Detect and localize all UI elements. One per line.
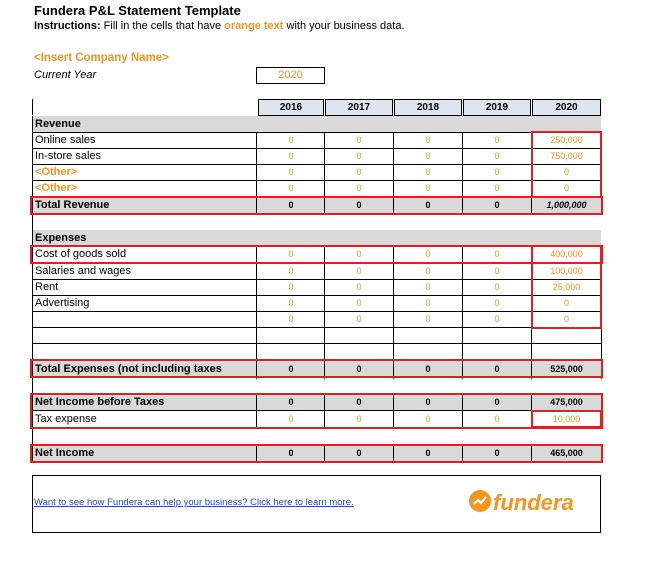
value-cell-2018[interactable]: 0 (425, 266, 431, 276)
instructions-after: with your business data. (283, 20, 405, 32)
empty-row (32, 343, 601, 359)
cogs-highlight (30, 245, 603, 264)
expense-row (32, 279, 601, 295)
expense-row (32, 295, 601, 311)
value-cell-2018[interactable]: 0 (425, 249, 431, 259)
value-cell-2017: 0 (356, 364, 362, 374)
value-cell-2020[interactable]: 250,000 (550, 135, 583, 145)
value-cell-2020: 465,000 (550, 448, 583, 458)
row-label: Total Expenses (not including taxes (32, 361, 256, 377)
net-before-taxes-highlight (30, 393, 603, 429)
value-cell-2017[interactable]: 0 (356, 135, 362, 145)
net-income-highlight (30, 444, 603, 463)
revenue-row (32, 164, 601, 180)
row-label: Revenue (32, 116, 256, 132)
value-cell-2019[interactable]: 0 (494, 414, 500, 424)
value-cell-2019[interactable]: 0 (494, 314, 500, 324)
value-cell-2020[interactable]: 25,000 (552, 282, 581, 292)
row-label: Salaries and wages (32, 263, 256, 279)
grid-line (32, 295, 601, 296)
total-expenses-highlight (30, 359, 603, 378)
value-cell-2020[interactable]: 100,000 (550, 266, 583, 276)
value-cell-2020[interactable]: 400,000 (550, 249, 583, 259)
value-cell-2018[interactable]: 0 (425, 314, 431, 324)
value-cell-2016: 0 (288, 448, 294, 458)
grid-line (32, 343, 601, 344)
value-cell-2019[interactable]: 0 (494, 167, 500, 177)
fundera-logo (469, 490, 574, 516)
value-cell-2017[interactable]: 0 (356, 249, 362, 259)
value-cell-2017[interactable]: 0 (356, 167, 362, 177)
value-cell-2019: 0 (494, 364, 500, 374)
row-label: Advertising (32, 295, 256, 311)
value-cell-2019: 0 (494, 200, 500, 210)
value-cell-2020: 525,000 (550, 364, 583, 374)
grid-line (32, 180, 601, 181)
year-header-2019: 2019 (463, 99, 531, 116)
row-label: Rent (32, 279, 256, 295)
value-cell-2017[interactable]: 0 (356, 151, 362, 161)
grid-line (32, 164, 601, 165)
value-cell-2018: 0 (425, 397, 431, 407)
value-cell-2020[interactable]: 0 (563, 298, 569, 308)
row-label: Net Income (32, 445, 256, 461)
value-cell-2016[interactable]: 0 (288, 151, 294, 161)
value-cell-2018[interactable]: 0 (425, 151, 431, 161)
value-cell-2017: 0 (356, 397, 362, 407)
instructions-before: Fill in the cells that have (100, 20, 225, 32)
value-cell-2019[interactable]: 0 (494, 282, 500, 292)
fundera-logo-text: fundera (493, 490, 574, 515)
revenue-row (32, 148, 601, 164)
value-cell-2017[interactable]: 0 (356, 298, 362, 308)
row-label: Total Revenue (32, 197, 256, 213)
value-cell-2016[interactable]: 0 (288, 414, 294, 424)
value-cell-2019[interactable]: 0 (494, 266, 500, 276)
value-cell-2016: 0 (288, 397, 294, 407)
value-cell-2016[interactable]: 0 (288, 135, 294, 145)
grid-line (32, 148, 601, 149)
value-cell-2018: 0 (425, 200, 431, 210)
value-cell-2019[interactable]: 0 (494, 183, 500, 193)
value-cell-2020[interactable]: 0 (563, 167, 569, 177)
grid-line (32, 132, 601, 133)
grid-line (32, 311, 601, 312)
page-title: Fundera P&L Statement Template (34, 3, 241, 18)
company-name-cell[interactable]: <Insert Company Name> (34, 52, 169, 64)
value-cell-2016[interactable]: 0 (288, 298, 294, 308)
current-year-input[interactable]: 2020 (256, 67, 325, 84)
empty-row (32, 327, 601, 343)
row-label: In-store sales (32, 148, 256, 164)
value-cell-2017[interactable]: 0 (356, 183, 362, 193)
instructions-highlight: orange text (224, 20, 284, 32)
value-cell-2017[interactable]: 0 (356, 414, 362, 424)
year-header-2017: 2017 (325, 99, 393, 116)
value-cell-2016[interactable]: 0 (288, 266, 294, 276)
expense-row (32, 311, 601, 327)
current-year-label: Current Year (34, 69, 97, 81)
row-label (32, 327, 256, 343)
value-cell-2018[interactable]: 0 (425, 298, 431, 308)
total-revenue-highlight (30, 196, 603, 215)
value-cell-2019[interactable]: 0 (494, 249, 500, 259)
year-header-2020: 2020 (532, 99, 601, 116)
value-cell-2016: 0 (288, 200, 294, 210)
revenue-row (32, 132, 601, 148)
revenue-heading (32, 116, 601, 132)
value-cell-2018[interactable]: 0 (425, 282, 431, 292)
instructions (34, 20, 405, 32)
revenue-row (32, 180, 601, 196)
value-cell-2016[interactable]: 0 (288, 183, 294, 193)
year-header-2018: 2018 (394, 99, 462, 116)
instructions-prefix: Instructions: (34, 20, 101, 32)
grid-line (32, 279, 601, 280)
value-cell-2016[interactable]: 0 (288, 167, 294, 177)
value-cell-2018: 0 (425, 364, 431, 374)
grid-line (32, 327, 601, 328)
row-label (32, 311, 256, 327)
value-cell-2019[interactable]: 0 (494, 135, 500, 145)
fundera-logo-icon (469, 490, 491, 512)
value-cell-2019: 0 (494, 397, 500, 407)
table-left-edge (32, 99, 33, 115)
value-cell-2016: 0 (288, 364, 294, 374)
year-header-2016: 2016 (258, 99, 324, 116)
value-cell-2020: 1,000,000 (546, 200, 587, 210)
value-cell-2017[interactable]: 0 (356, 266, 362, 276)
value-cell-2017: 0 (356, 200, 362, 210)
row-label (32, 343, 256, 359)
learn-more-link[interactable]: Want to see how Fundera can help your business? Click here to learn more. (34, 497, 354, 508)
value-cell-2020[interactable]: 0 (563, 183, 569, 193)
value-cell-2019[interactable]: 0 (494, 298, 500, 308)
expenses-heading (32, 230, 601, 246)
value-cell-2018[interactable]: 0 (425, 183, 431, 193)
row-label: Net Income before Taxes (32, 394, 256, 410)
value-cell-2019[interactable]: 0 (494, 151, 500, 161)
value-cell-2016[interactable]: 0 (288, 249, 294, 259)
value-cell-2020[interactable]: 750,000 (550, 151, 583, 161)
expense-row (32, 263, 601, 279)
value-cell-2020[interactable]: 10,000 (552, 414, 581, 424)
row-label[interactable]: <Other> (32, 180, 256, 196)
row-label: Tax expense (32, 411, 256, 427)
value-cell-2017[interactable]: 0 (356, 314, 362, 324)
value-cell-2016[interactable]: 0 (288, 314, 294, 324)
value-cell-2018[interactable]: 0 (425, 414, 431, 424)
row-label: Online sales (32, 132, 256, 148)
row-label: Cost of goods sold (32, 246, 256, 262)
value-cell-2018[interactable]: 0 (425, 135, 431, 145)
row-label: Expenses (32, 230, 256, 246)
value-cell-2020: 475,000 (550, 397, 583, 407)
value-cell-2017[interactable]: 0 (356, 282, 362, 292)
value-cell-2017: 0 (356, 448, 362, 458)
input-highlight (531, 131, 602, 198)
value-cell-2018: 0 (425, 448, 431, 458)
value-cell-2020[interactable]: 0 (563, 314, 569, 324)
value-cell-2019: 0 (494, 448, 500, 458)
value-cell-2016[interactable]: 0 (288, 282, 294, 292)
row-label[interactable]: <Other> (32, 164, 256, 180)
value-cell-2018[interactable]: 0 (425, 167, 431, 177)
